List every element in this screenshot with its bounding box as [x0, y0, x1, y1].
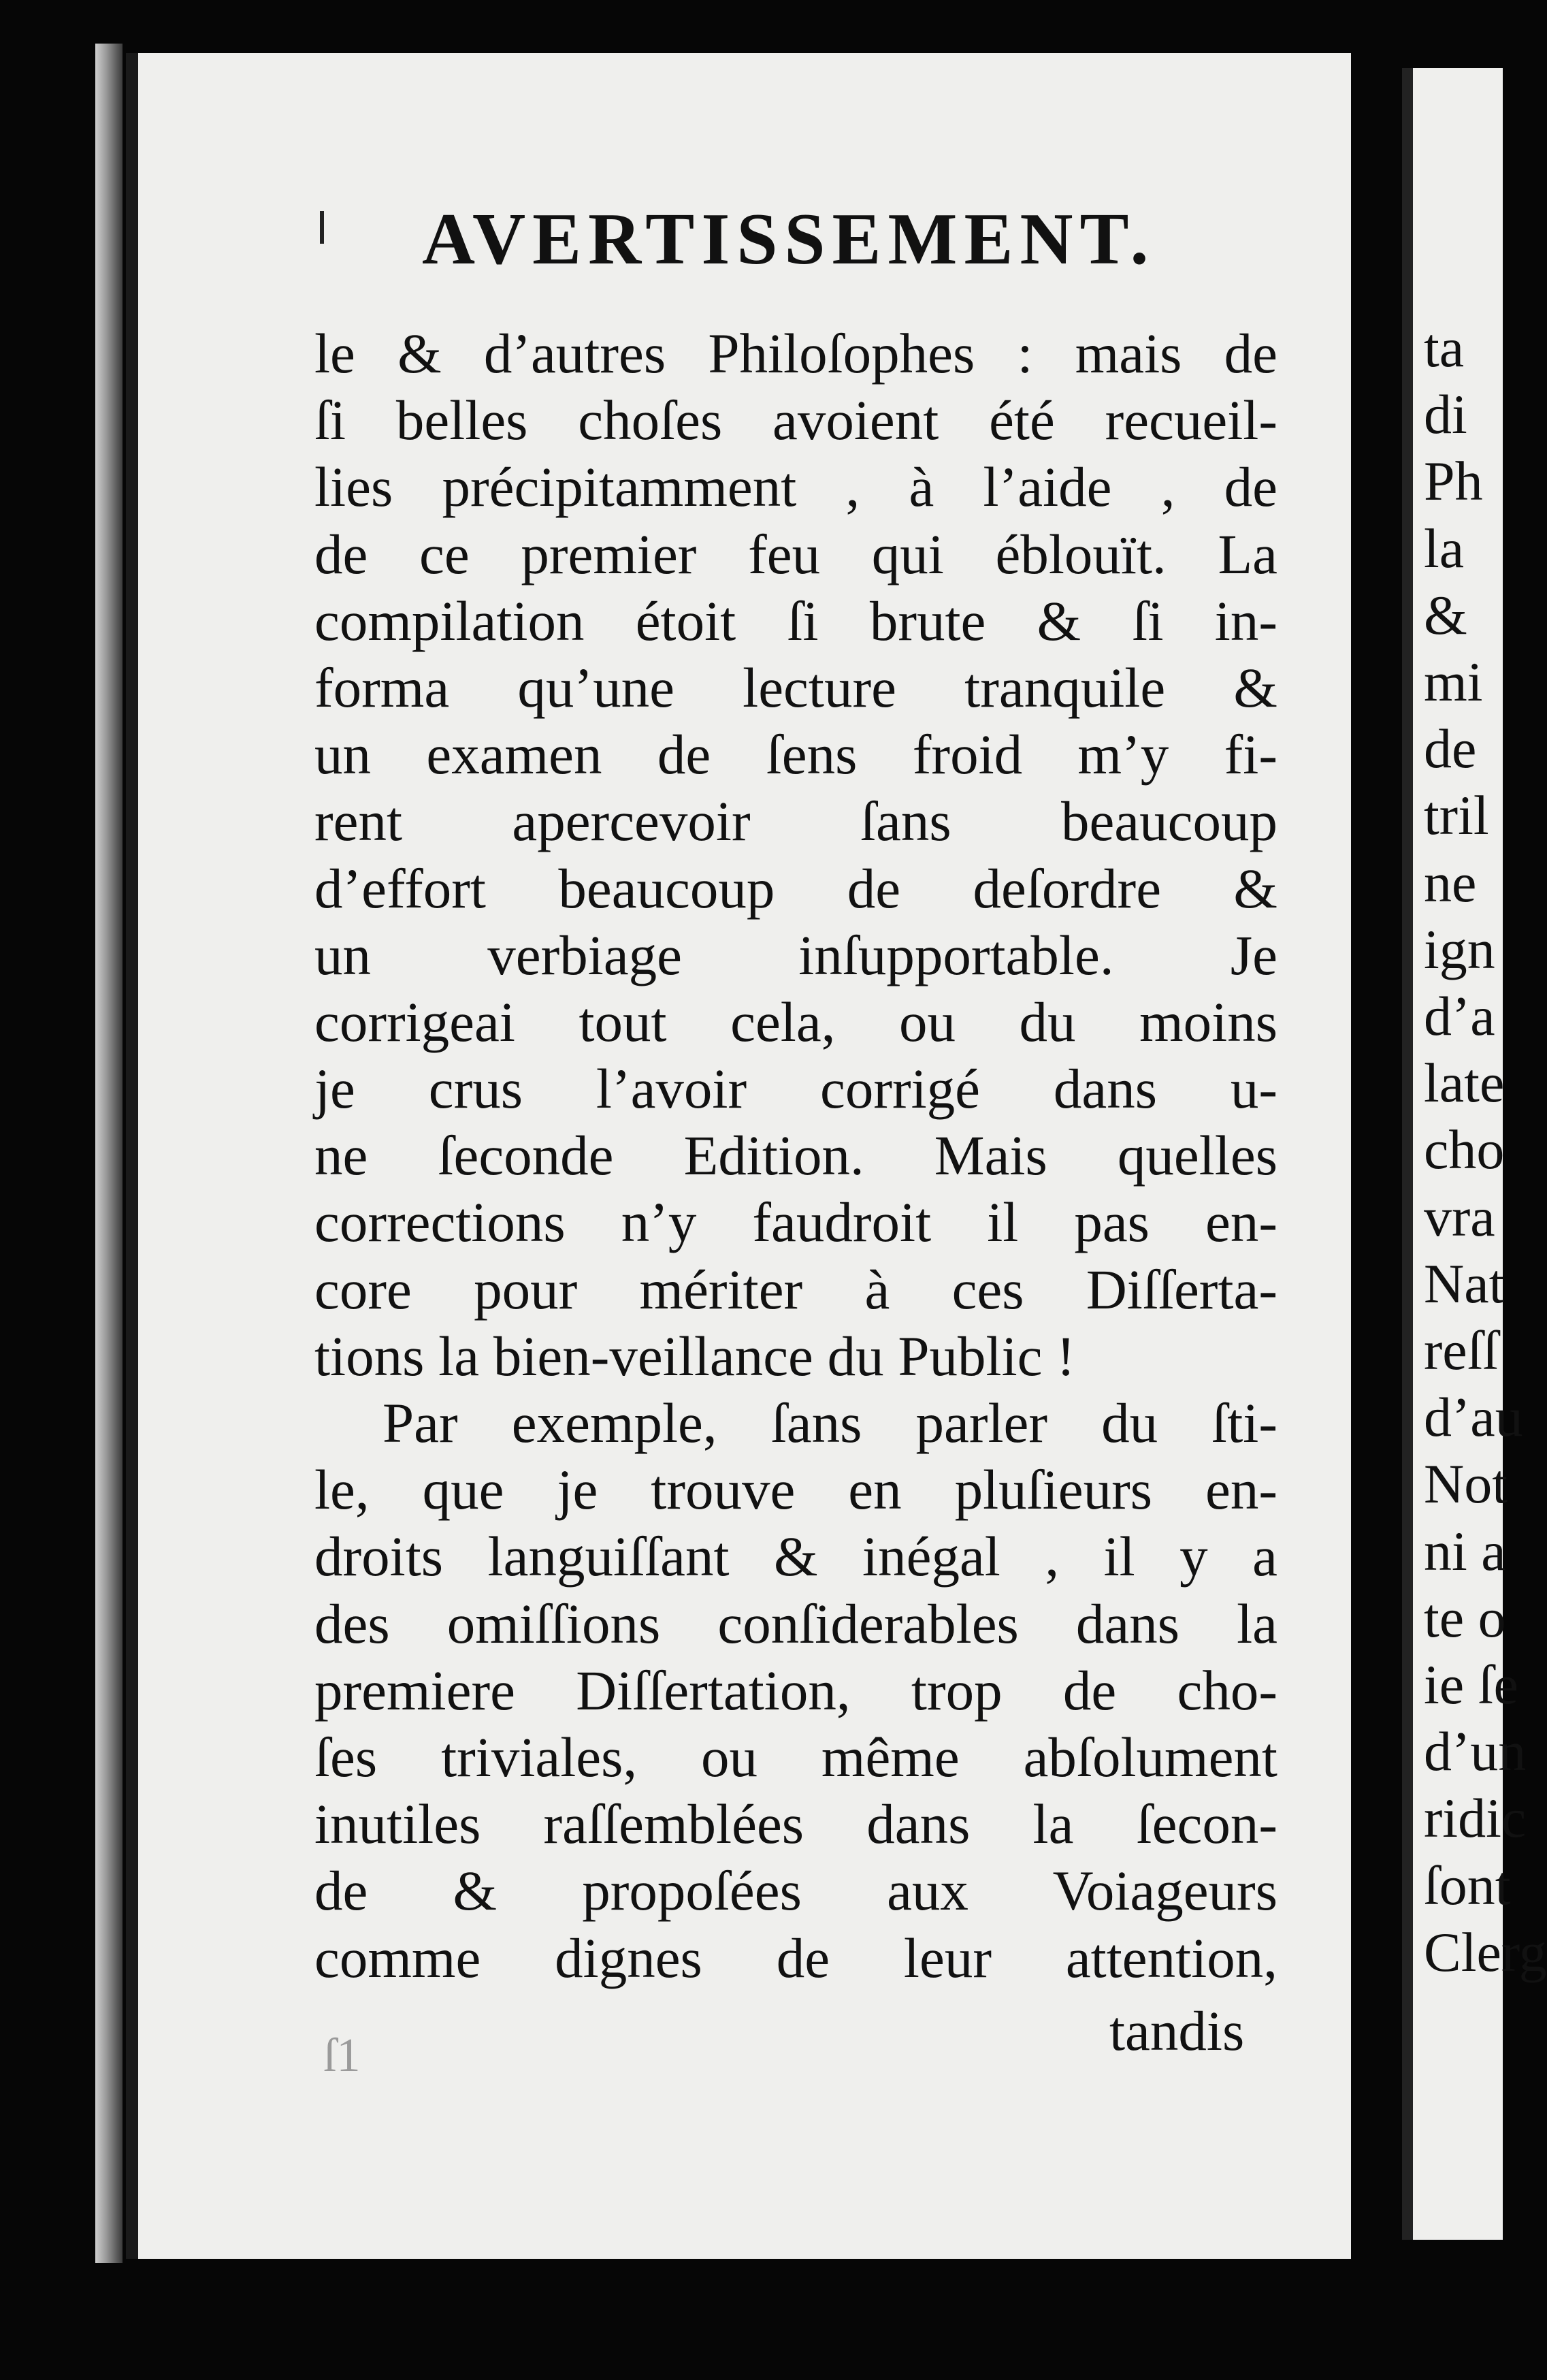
facing-line: Nat: [1424, 1252, 1505, 1315]
facing-line: te o: [1424, 1586, 1506, 1649]
facing-page-lines: [1413, 315, 1547, 1986]
running-header: AVERTISSEMENT.: [422, 199, 1156, 280]
text-line: un examen de ſens froid m’y fi-: [314, 723, 1277, 786]
facing-line: ign: [1424, 918, 1495, 980]
facing-line: Ph: [1424, 450, 1483, 513]
facing-line: di: [1424, 383, 1467, 446]
facing-line: tril: [1424, 784, 1489, 847]
facing-page-fragment: [1402, 68, 1547, 2240]
text-line: forma qu’une lecture tranquile &: [314, 656, 1277, 719]
text-line: compilation étoit ſi brute & ſi in-: [314, 589, 1277, 652]
page-edge-shadow: [95, 44, 123, 2263]
facing-line: &: [1424, 583, 1467, 646]
paragraph-start-line: Par exemple, ſans parler du ſti-: [382, 1392, 1277, 1454]
text-line: d’effort beaucoup de deſordre &: [314, 856, 1277, 920]
text-line: ſi belles choſes avoient été recueil-: [314, 389, 1277, 452]
facing-line: la: [1424, 517, 1465, 579]
text-line: premiere Diſſertation, trop de cho-: [314, 1658, 1277, 1722]
facing-line: Not: [1424, 1453, 1508, 1515]
facing-line: ſont: [1424, 1854, 1511, 1916]
text-line: je crus l’avoir corrigé dans u-: [314, 1057, 1277, 1121]
catchword: tandis: [1109, 1999, 1245, 2062]
text-line: ne ſeconde Edition. Mais quelles: [314, 1124, 1277, 1187]
facing-line: Clerg: [1424, 1920, 1547, 1983]
facing-line: vra: [1424, 1185, 1495, 1248]
text-line: ſes triviales, ou même abſolument: [314, 1725, 1277, 1788]
text-line: comme dignes de leur attention,: [314, 1926, 1277, 1989]
facing-line: d’un: [1424, 1720, 1527, 1783]
facing-line: late: [1424, 1052, 1505, 1114]
facing-line: cho: [1424, 1119, 1505, 1181]
text-line: core pour mériter à ces Diſſerta-: [314, 1257, 1277, 1321]
text-line: droits languiſſant & inégal , il y a: [314, 1525, 1277, 1588]
text-line: des omiſſions conſiderables dans la: [314, 1592, 1277, 1655]
text-line: de ce premier feu qui éblouït. La: [314, 522, 1277, 585]
text-line: le & d’autres Philoſophes : mais de: [314, 322, 1277, 385]
text-line: corrections n’y faudroit il pas en-: [314, 1191, 1277, 1254]
facing-line: ni a: [1424, 1519, 1506, 1582]
text-line: rent apercevoir ſans beaucoup: [314, 790, 1277, 853]
text-line: inutiles raſſemblées dans la ſecon-: [314, 1792, 1277, 1856]
facing-line: ridic: [1424, 1787, 1527, 1850]
facing-line: ta: [1424, 317, 1465, 379]
text-line: lies précipitamment , à l’aide , de: [314, 455, 1277, 519]
signature-mark: ſ1: [323, 2029, 361, 2082]
paragraph-end-line: tions la bien-veillance du Public !: [314, 1324, 1075, 1387]
facing-line: de: [1424, 718, 1477, 780]
text-line: un verbiage inſupportable. Je: [314, 923, 1277, 986]
facing-line: reſſ: [1424, 1319, 1499, 1382]
facing-line: ie ſe: [1424, 1654, 1518, 1716]
margin-mark: [320, 211, 324, 244]
facing-line: d’au: [1424, 1386, 1523, 1449]
text-line: de & propoſées aux Voiageurs: [314, 1859, 1277, 1923]
facing-line: mi: [1424, 651, 1483, 713]
page-body: [314, 320, 1277, 1991]
text-line: corrigeai tout cela, ou du moins: [314, 990, 1277, 1053]
text-line: le, que je trouve en pluſieurs en-: [314, 1458, 1277, 1522]
facing-line: d’a: [1424, 985, 1495, 1048]
facing-line: ne: [1424, 851, 1477, 914]
